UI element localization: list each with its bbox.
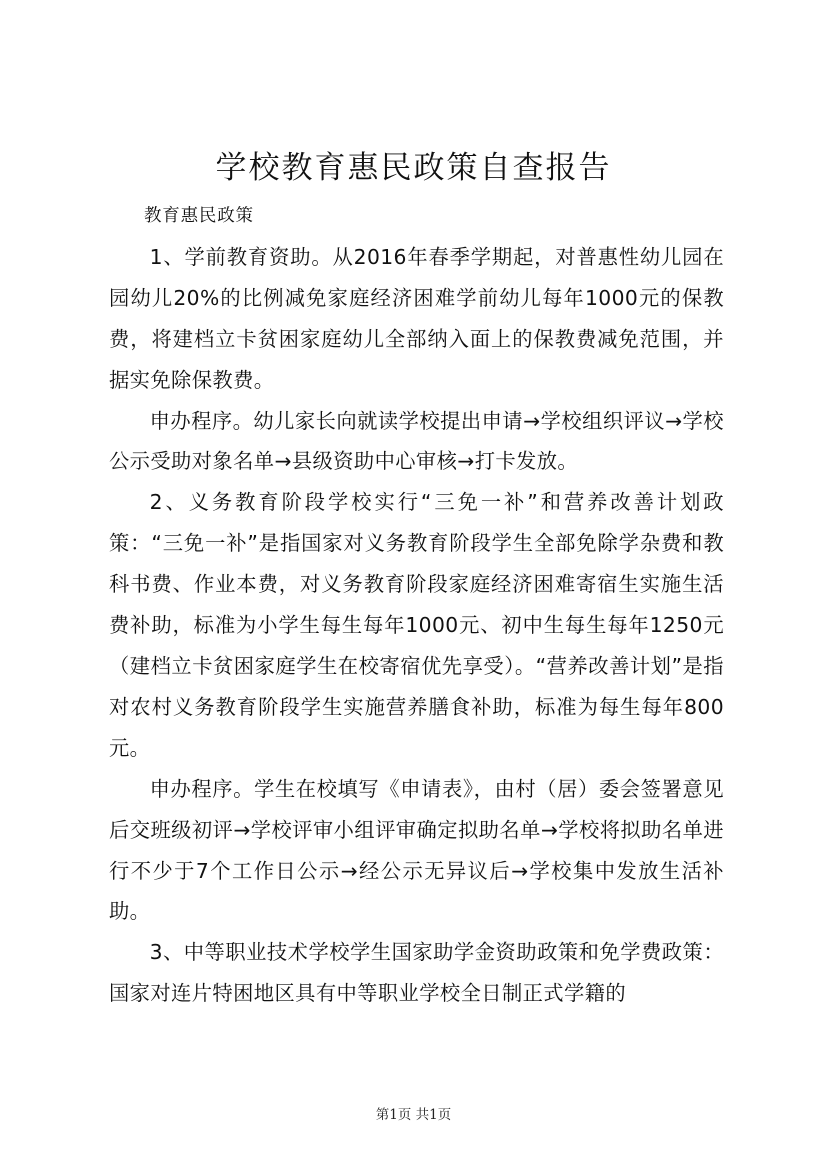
paragraph-vocational-aid: 3、中等职业技术学校学生国家助学金资助政策和免学费政策：国家对连片特困地区具有中等职业学校全日制正式学籍的 [109, 940, 724, 1006]
paragraph-compulsory-procedure: 申办程序。学生在校填写《申请表》，由村（居）委会签署意见后交班级初评→学校评审小组评审确定拟助名单→学校将拟助名单进行不少于7个工作日公示→经公示无异议后→学校集中发放生活补助。 [109, 776, 724, 924]
paragraph-preschool-procedure: 申办程序。幼儿家长向就读学校提出申请→学校组织评议→学校公示受助对象名单→县级资助中心审核→打卡发放。 [109, 408, 724, 474]
document-title: 学校教育惠民政策自查报告 [215, 150, 612, 186]
document-body [109, 196, 724, 1014]
page-footer: 第1页 共1页 [375, 1107, 452, 1123]
paragraph-preschool-aid: 1、学前教育资助。从2016年春季学期起，对普惠性幼儿园在园幼儿20%的比例减免家庭经济困难学前幼儿每年1000元的保教费，将建档立卡贫困家庭幼儿全部纳入面上的保教费减免范围，并据实免除保教费。 [109, 244, 724, 392]
section-subheading: 教育惠民政策 [144, 206, 254, 226]
paragraph-compulsory-education: 2、义务教育阶段学校实行“三免一补”和营养改善计划政策：“三免一补”是指国家对义务教育阶段学生全部免除学杂费和教科书费、作业本费，对义务教育阶段家庭经济困难寄宿生实施生活费补助，标准为小学生每生每年1000元、初中生每生每年1250元（建档立卡贫困家庭学生在校寄宿优先享受）。“营养改善计划”是指对农村义务教育阶段学生实施营养膳食补助，标准为每生每年800元。 [109, 490, 724, 760]
